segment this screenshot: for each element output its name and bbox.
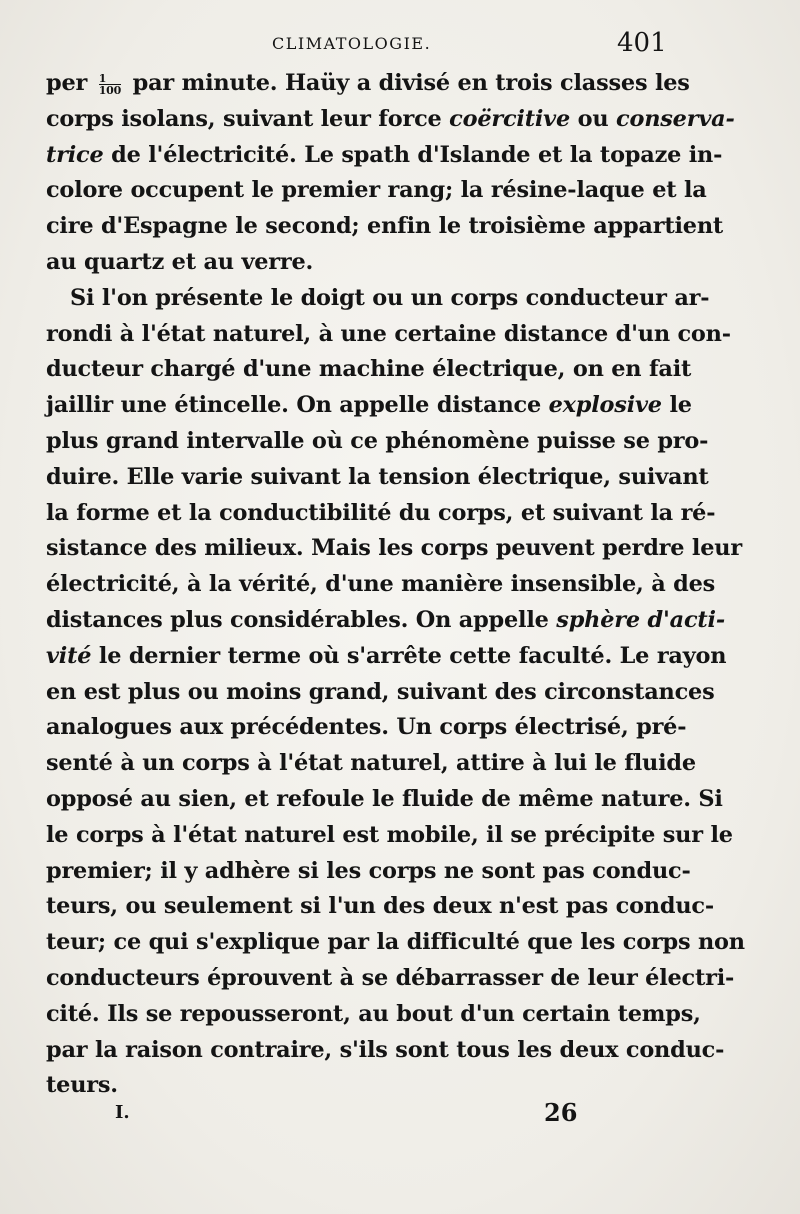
text-line: la forme et la conductibilité du corps, et suivant la ré- — [46, 499, 716, 526]
text-line: teurs, ou seulement si l'un des deux n'est pas conduc- — [46, 893, 714, 920]
text-line: opposé au sien, et refoule le fluide de même nature. Si — [46, 785, 723, 812]
text-line: senté à un corps à l'état naturel, attire à lui le fluide — [46, 750, 696, 777]
text-line: vité le dernier terme où s'arrête cette faculté. Le rayon — [46, 642, 727, 669]
text-line: corps isolans, suivant leur force coërcitive ou conserva- — [46, 105, 735, 132]
text-line: trice de l'électricité. Le spath d'Islande et la topaze in- — [46, 141, 723, 168]
text-line: le corps à l'état naturel est mobile, il se précipite sur le — [46, 821, 733, 848]
text-line: au quartz et au verre. — [46, 248, 314, 275]
text-line: conducteurs éprouvent à se débarrasser de leur électri- — [46, 964, 735, 991]
signature-mark: I. — [115, 1102, 130, 1123]
page-header — [0, 28, 800, 64]
text-line: ducteur chargé d'une machine électrique, on en fait — [46, 356, 692, 383]
text-line: analogues aux précédentes. Un corps électrisé, pré- — [46, 714, 687, 741]
page-footer — [0, 1096, 800, 1136]
text-line: rondi à l'état naturel, à une certaine distance d'un con- — [46, 320, 731, 347]
text-line: cire d'Espagne le second; enfin le troisième appartient — [46, 213, 724, 240]
text-line: colore occupent le premier rang; la résine-laque et la — [46, 177, 707, 204]
text-line: premier; il y adhère si les corps ne sont pas conduc- — [46, 857, 691, 884]
text-line: distances plus considérables. On appelle sphère d'acti- — [46, 606, 725, 633]
text-line: électricité, à la vérité, d'une manière insensible, à des — [46, 571, 716, 598]
text-line: par la raison contraire, s'ils sont tous les deux conduc- — [46, 1036, 725, 1063]
body-text — [46, 66, 745, 1104]
text-line: en est plus ou moins grand, suivant des circonstances — [46, 678, 715, 705]
running-title: CLIMATOLOGIE. — [272, 34, 432, 53]
paragraph-start-line: Si l'on présente le doigt ou un corps conducteur ar- — [70, 284, 710, 311]
text-line: plus grand intervalle où ce phénomène puisse se pro- — [46, 427, 709, 454]
text-line: teur; ce qui s'explique par la difficulté que les corps non — [46, 929, 745, 956]
text-line: per $\frac{1}{100}$ par minute. Haüy a divisé en trois classes les — [46, 70, 690, 97]
page-number: 401 — [617, 28, 667, 58]
text-line: teurs. — [46, 1072, 118, 1099]
text-line: duire. Elle varie suivant la tension électrique, suivant — [46, 463, 709, 490]
text-line: cité. Ils se repousseront, au bout d'un certain temps, — [46, 1000, 701, 1027]
signature-number: 26 — [544, 1098, 578, 1127]
text-line: sistance des milieux. Mais les corps peuvent perdre leur — [46, 535, 742, 562]
fraction: $\frac{1}{100}$ — [98, 71, 122, 97]
text-line: jaillir une étincelle. On appelle distance explosive le — [46, 392, 692, 419]
